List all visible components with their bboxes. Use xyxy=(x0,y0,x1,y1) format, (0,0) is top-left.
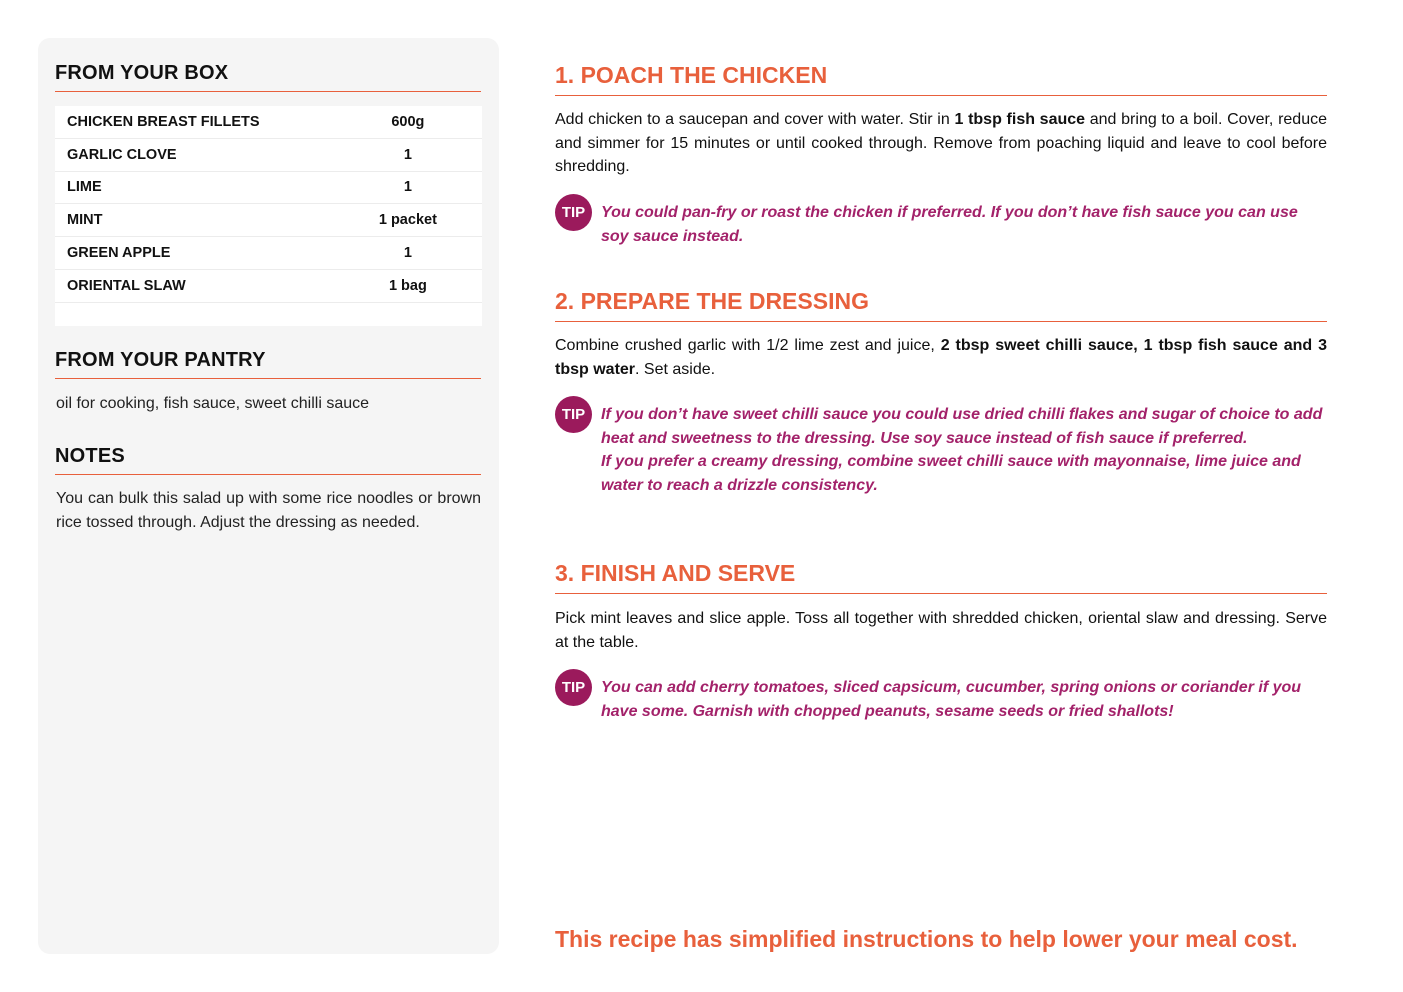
ingredient-name: GREEN APPLE xyxy=(67,245,171,262)
tip-line: You could pan-fry or roast the chicken if preferred. If you don’t have fish sauce you can use soy sauce instead. xyxy=(601,204,1298,245)
box-ingredients-table xyxy=(55,106,482,326)
tip-line: If you prefer a creamy dressing, combine sweet chilli sauce with mayonnaise, lime juice and water to reach a drizzle consistency. xyxy=(601,453,1301,494)
ingredient-qty: 1 bag xyxy=(388,277,427,294)
step-2-body xyxy=(555,334,1327,381)
tip-line: If you don’t have sweet chilli sauce you could use dried chilli flakes and sugar of choice to add heat and sweetness to the dressing. Use soy sauce instead of fish sauce if preferred. xyxy=(601,406,1323,447)
tip-text xyxy=(601,669,1327,723)
step-1-tip xyxy=(555,194,1327,248)
ingredient-name: LIME xyxy=(67,179,102,196)
bold-text: 1 tbsp fish sauce xyxy=(954,111,1086,128)
step-1-body xyxy=(555,108,1327,179)
notes-heading: NOTES xyxy=(55,445,481,475)
ingredient-qty: 1 xyxy=(403,179,412,196)
tip-badge: TIP xyxy=(555,194,592,231)
table-row xyxy=(55,106,482,139)
from-your-pantry-heading: FROM YOUR PANTRY xyxy=(55,349,481,379)
simplified-instructions-note: This recipe has simplified instructions to help lower your meal cost. xyxy=(555,926,1298,952)
table-row xyxy=(55,204,482,237)
table-row xyxy=(55,270,482,303)
text-segment: . Set aside. xyxy=(635,360,716,378)
step-2-tip xyxy=(555,396,1327,497)
tip-text xyxy=(601,194,1327,248)
notes-text: You can bulk this salad up with some rice noodles or brown rice tossed through. Adjust the dressing as needed. xyxy=(56,490,481,531)
ingredient-qty: 1 xyxy=(403,146,412,163)
from-your-box-heading: FROM YOUR BOX xyxy=(55,62,481,92)
text-segment: Combine crushed garlic with 1/2 lime zest and juice, xyxy=(555,337,941,354)
text-segment: Add chicken to a saucepan and cover with water. Stir in xyxy=(555,111,955,128)
ingredient-name: CHICKEN BREAST FILLETS xyxy=(67,113,260,130)
ingredient-qty: 1 xyxy=(403,245,412,262)
step-1-title: 1. POACH THE CHICKEN xyxy=(555,62,1327,96)
table-row xyxy=(55,172,482,205)
tip-text xyxy=(601,396,1327,497)
tip-badge: TIP xyxy=(555,669,592,706)
table-row xyxy=(55,237,482,270)
pantry-text: oil for cooking, fish sauce, sweet chilli sauce xyxy=(56,395,370,412)
step-2-title: 2. PREPARE THE DRESSING xyxy=(555,288,1327,322)
ingredient-name: ORIENTAL SLAW xyxy=(67,277,186,294)
text-segment: Pick mint leaves and slice apple. Toss all together with shredded chicken, oriental slaw and dressing. Serve at the table. xyxy=(555,610,1327,651)
ingredient-name: GARLIC CLOVE xyxy=(67,146,177,163)
ingredients-panel xyxy=(38,38,499,954)
table-row xyxy=(55,139,482,172)
tip-badge: TIP xyxy=(555,396,592,433)
tip-line: You can add cherry tomatoes, sliced capsicum, cucumber, spring onions or coriander if you have some. Garnish with chopped peanuts, sesame seeds or fried shallots! xyxy=(601,679,1302,720)
ingredient-qty: 600g xyxy=(391,113,425,130)
step-3-tip xyxy=(555,669,1327,723)
ingredient-qty: 1 packet xyxy=(378,212,437,229)
step-3-body xyxy=(555,607,1327,654)
text-segment: and bring to a boil. Cover, reduce and simmer for 15 minutes or until cooked through. Remove from poaching liquid and leave to cool before shredding. xyxy=(555,111,1327,175)
step-3-title: 3. FINISH AND SERVE xyxy=(555,560,1327,594)
bold-text: 2 tbsp sweet chilli sauce, 1 tbsp fish sauce and 3 tbsp water xyxy=(555,337,1327,378)
ingredient-name: MINT xyxy=(67,212,103,229)
